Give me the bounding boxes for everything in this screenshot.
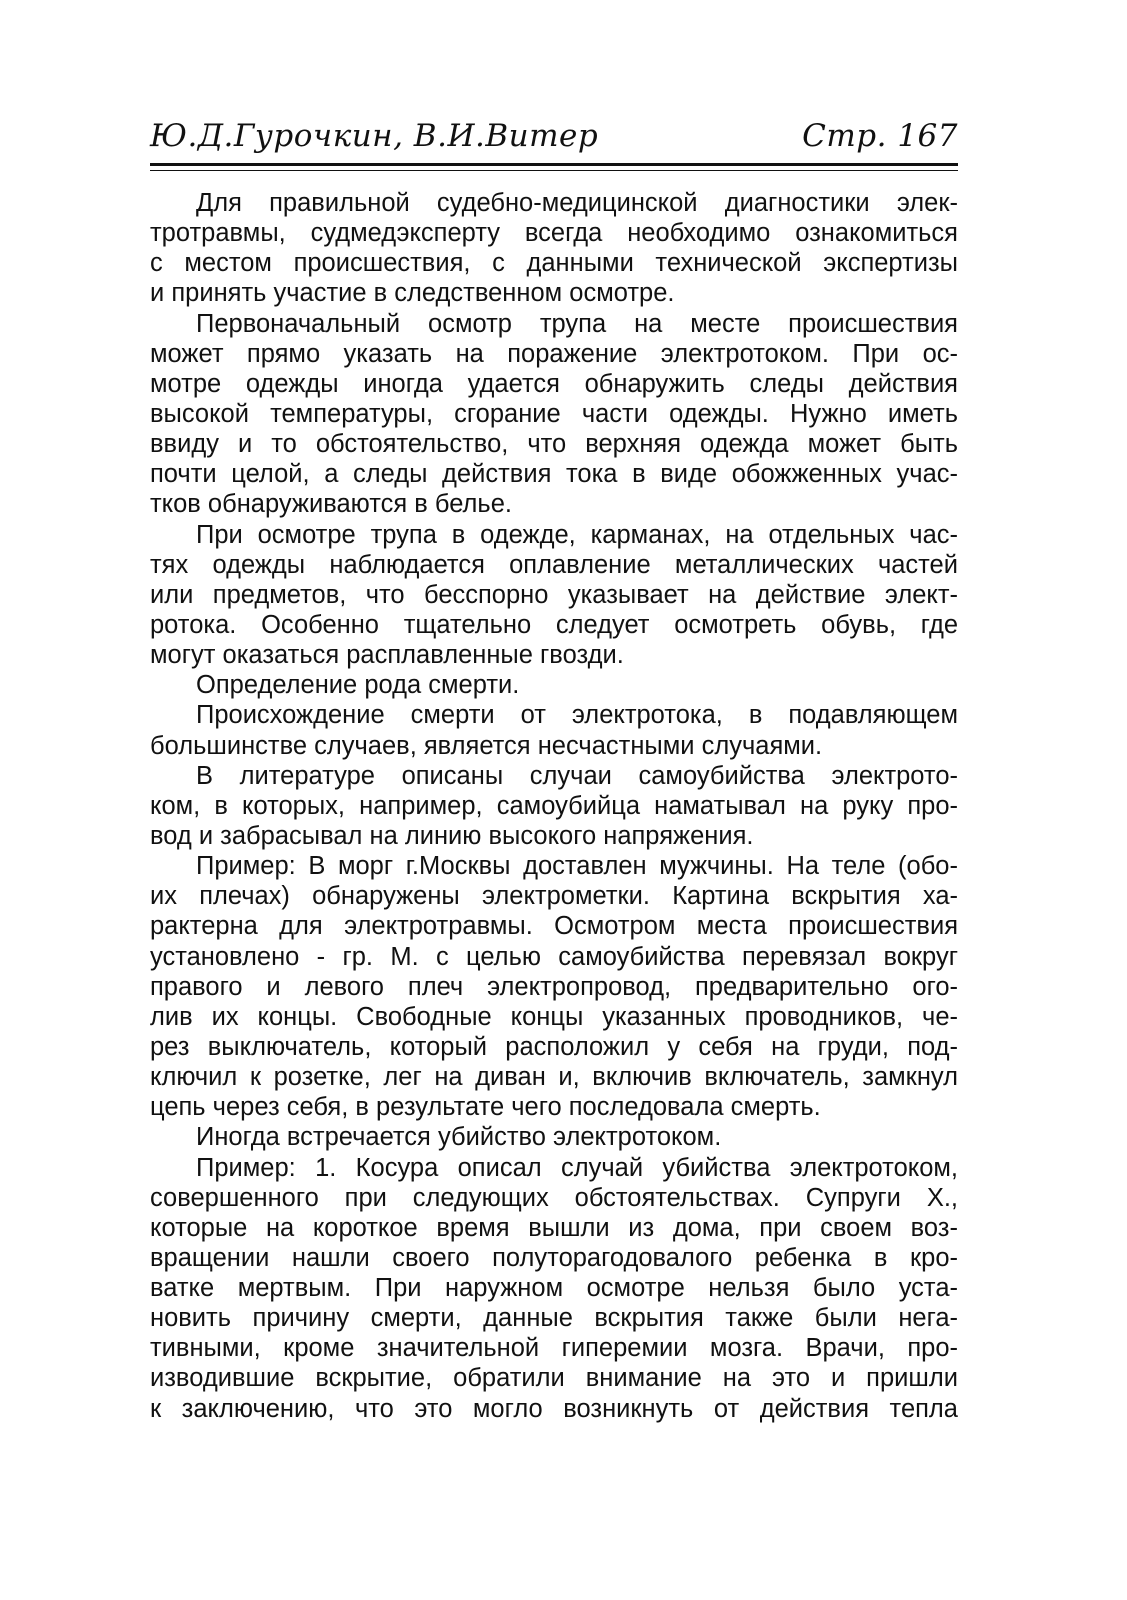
text-line: установлено - гр. М. с целью самоубийства перевязал вокруг	[150, 942, 958, 971]
text-line: Пример: 1. Косура описал случай убийства электротоком,	[196, 1153, 958, 1182]
text-line: В литературе описаны случаи самоубийства электрото-	[196, 761, 958, 790]
text-line: При осмотре трупа в одежде, карманах, на отдельных час-	[196, 520, 958, 549]
paragraph	[150, 1122, 958, 1152]
text-line: Первоначальный осмотр трупа на месте происшествия	[196, 309, 958, 338]
text-line: Иногда встречается убийство электротоком.	[196, 1123, 722, 1152]
paragraph	[150, 188, 958, 309]
text-line: может прямо указать на поражение электротоком. При ос-	[150, 339, 958, 368]
body-text	[150, 188, 958, 1424]
text-line: которые на короткое время вышли из дома, при своем воз-	[150, 1213, 958, 1242]
text-line: их плечах) обнаружены электрометки. Картина вскрытия ха-	[150, 882, 958, 911]
paragraph	[150, 1153, 958, 1424]
text-line: тротравмы, судмедэксперту всегда необходимо ознакомиться	[150, 219, 958, 248]
text-line: мотре одежды иногда удается обнаружить следы действия	[150, 369, 958, 398]
text-line: ключил к розетке, лег на диван и, включив включатель, замкнул	[150, 1063, 958, 1092]
text-line: Для правильной судебно-медицинской диагностики элек-	[196, 189, 958, 217]
paragraph	[150, 520, 958, 671]
text-line: вращении нашли своего полуторагодовалого ребенка в кро-	[150, 1243, 958, 1272]
paragraph	[150, 670, 958, 700]
text-line: ротока. Особенно тщательно следует осмотреть обувь, где	[150, 610, 958, 639]
running-header	[150, 110, 958, 158]
text-line: или предметов, что бесспорно указывает на действие элект-	[150, 580, 958, 609]
text-line: тивными, кроме значительной гиперемии мозга. Врачи, про-	[150, 1334, 958, 1363]
text-line: цепь через себя, в результате чего последовала смерть.	[150, 1093, 821, 1122]
text-line: ватке мертвым. При наружном осмотре нельзя было уста-	[150, 1274, 958, 1303]
text-line: правого и левого плеч электропровод, предварительно ого-	[150, 972, 958, 1001]
text-line: Определение рода смерти.	[196, 671, 520, 700]
book-page	[150, 110, 958, 1424]
text-line: могут оказаться расплавленные гвозди.	[150, 641, 624, 670]
text-line: рез выключатель, который расположил у себя на груди, под-	[150, 1032, 958, 1061]
text-line: большинстве случаев, является несчастными случаями.	[150, 731, 823, 760]
text-line: Пример: В морг г.Москвы доставлен мужчины. На теле (обо-	[196, 852, 958, 881]
header-authors: Ю.Д.Гурочкин, В.И.Витер	[150, 118, 599, 154]
text-line: Происхождение смерти от электротока, в подавляющем	[196, 701, 958, 730]
text-line: вод и забрасывал на линию высокого напряжения.	[150, 821, 754, 850]
paragraph	[150, 851, 958, 1122]
text-line: тях одежды наблюдается оплавление металлических частей	[150, 550, 958, 579]
text-line: тков обнаруживаются в белье.	[150, 490, 512, 519]
text-line: почти целой, а следы действия тока в виде обожженных учас-	[150, 460, 958, 489]
text-line: к заключению, что это могло возникнуть от действия тепла	[150, 1394, 958, 1423]
text-line: совершенного при следующих обстоятельствах. Супруги Х.,	[150, 1183, 958, 1212]
paragraph	[150, 761, 958, 851]
paragraph	[150, 700, 958, 760]
text-line: и принять участие в следственном осмотре.	[150, 279, 675, 308]
text-line: изводившие вскрытие, обратили внимание на это и пришли	[150, 1364, 958, 1393]
text-line: с местом происшествия, с данными технической экспертизы	[150, 249, 958, 278]
text-line: ком, в которых, например, самоубийца наматывал на руку про-	[150, 791, 958, 820]
paragraph	[150, 309, 958, 520]
text-line: лив их концы. Свободные концы указанных проводников, че-	[150, 1002, 958, 1031]
text-line: новить причину смерти, данные вскрытия также были нега-	[150, 1304, 958, 1333]
text-line: рактерна для электротравмы. Осмотром места происшествия	[150, 912, 958, 941]
header-page-number: Стр. 167	[802, 118, 958, 154]
text-line: ввиду и то обстоятельство, что верхняя одежда может быть	[150, 430, 958, 459]
text-line: высокой температуры, сгорание части одежды. Нужно иметь	[150, 399, 958, 428]
header-rule	[150, 163, 958, 171]
